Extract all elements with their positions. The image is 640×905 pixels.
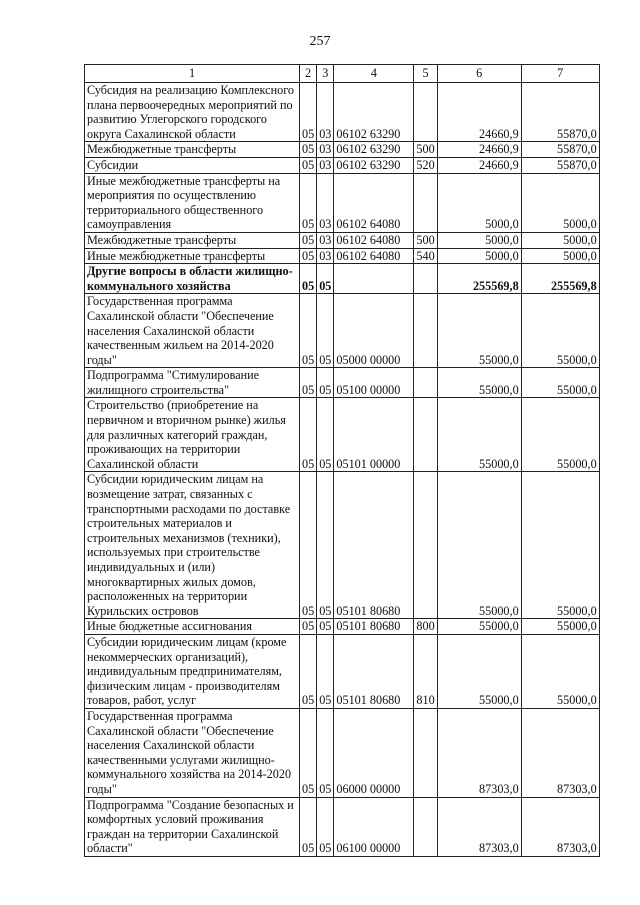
row-target-article: 05101 00000 [334,398,414,472]
table-row [85,472,600,619]
row-subsection: 03 [317,248,334,264]
table-row [85,797,600,856]
row-name: Государственная программа Сахалинской области "Обеспечение населения Сахалинской области качественными услугами жилищно-коммунального хозяйства на 2014-2020 годы" [85,708,300,797]
row-target-article: 06100 00000 [334,797,414,856]
row-subsection: 05 [317,708,334,797]
row-section: 05 [300,173,317,232]
row-expense-type: 500 [414,232,437,248]
page-number: 257 [309,34,331,49]
row-expense-type [414,708,437,797]
row-section: 05 [300,472,317,619]
row-name: Иные бюджетные ассигнования [85,619,300,635]
row-expense-type [414,398,437,472]
row-expense-type [414,294,437,368]
row-amount-2: 5000,0 [521,248,599,264]
row-amount-1: 5000,0 [437,248,521,264]
row-name: Другие вопросы в области жилищно-коммунального хозяйства [85,264,300,294]
row-amount-1: 5000,0 [437,173,521,232]
row-expense-type [414,472,437,619]
row-target-article: 06102 64080 [334,248,414,264]
row-name: Подпрограмма "Создание безопасных и комфортных условий проживания граждан на территории Сахалинской области" [85,797,300,856]
row-expense-type [414,264,437,294]
row-amount-2: 255569,8 [521,264,599,294]
row-section: 05 [300,797,317,856]
row-section: 05 [300,248,317,264]
row-name: Иные межбюджетные трансферты [85,248,300,264]
row-subsection: 05 [317,634,334,708]
row-expense-type: 800 [414,619,437,635]
row-amount-1: 24660,9 [437,142,521,158]
header-col-1: 1 [85,65,300,83]
table-row [85,368,600,398]
row-target-article [334,264,414,294]
table-row [85,173,600,232]
row-target-article: 05100 00000 [334,368,414,398]
row-amount-2: 55000,0 [521,619,599,635]
table-row [85,157,600,173]
row-target-article: 05101 80680 [334,619,414,635]
row-amount-1: 55000,0 [437,398,521,472]
row-target-article: 06102 63290 [334,83,414,142]
row-section: 05 [300,619,317,635]
row-amount-1: 255569,8 [437,264,521,294]
row-amount-2: 55000,0 [521,294,599,368]
row-amount-2: 87303,0 [521,797,599,856]
row-name: Межбюджетные трансферты [85,142,300,158]
row-section: 05 [300,634,317,708]
row-target-article: 05101 80680 [334,472,414,619]
row-amount-2: 55000,0 [521,368,599,398]
table-row [85,264,600,294]
row-expense-type [414,83,437,142]
table-row [85,142,600,158]
row-expense-type: 540 [414,248,437,264]
row-section: 05 [300,142,317,158]
row-amount-2: 5000,0 [521,173,599,232]
row-amount-2: 55000,0 [521,472,599,619]
table-row [85,619,600,635]
header-col-6: 6 [437,65,521,83]
row-name: Иные межбюджетные трансферты на мероприятия по осуществлению территориального общественного самоуправления [85,173,300,232]
table-row [85,83,600,142]
row-subsection: 05 [317,368,334,398]
row-expense-type: 810 [414,634,437,708]
row-amount-1: 55000,0 [437,634,521,708]
header-col-5: 5 [414,65,437,83]
row-amount-1: 24660,9 [437,83,521,142]
row-subsection: 03 [317,83,334,142]
row-subsection: 05 [317,398,334,472]
row-target-article: 05000 00000 [334,294,414,368]
row-name: Субсидия на реализацию Комплексного плана первоочередных мероприятий по развитию Углегорского городского округа Сахалинской области [85,83,300,142]
row-expense-type: 520 [414,157,437,173]
row-section: 05 [300,368,317,398]
row-amount-1: 87303,0 [437,797,521,856]
row-section: 05 [300,398,317,472]
row-name: Подпрограмма "Стимулирование жилищного строительства" [85,368,300,398]
row-amount-1: 5000,0 [437,232,521,248]
row-expense-type [414,173,437,232]
row-amount-2: 87303,0 [521,708,599,797]
row-name: Субсидии юридическим лицам на возмещение затрат, связанных с транспортными расходами по доставке строительных материалов и строительных механизмов (техники), используемых при строительстве индивидуальных и (или) многоквартирных жилых домов, расположенных на территории Курильских островов [85,472,300,619]
row-amount-1: 55000,0 [437,472,521,619]
row-section: 05 [300,157,317,173]
row-amount-2: 5000,0 [521,232,599,248]
header-row [85,65,600,83]
row-subsection: 03 [317,142,334,158]
table-row [85,294,600,368]
row-subsection: 05 [317,797,334,856]
row-amount-1: 24660,9 [437,157,521,173]
row-name: Субсидии [85,157,300,173]
row-section: 05 [300,294,317,368]
row-name: Субсидии юридическим лицам (кроме некоммерческих организаций), индивидуальным предпринимателям, физическим лицам - производителям товаров, работ, услуг [85,634,300,708]
header-col-4: 4 [334,65,414,83]
table-row [85,398,600,472]
row-amount-2: 55870,0 [521,142,599,158]
row-section: 05 [300,83,317,142]
row-target-article: 06102 64080 [334,173,414,232]
row-amount-1: 55000,0 [437,368,521,398]
table-row [85,708,600,797]
row-subsection: 03 [317,173,334,232]
row-section: 05 [300,264,317,294]
row-amount-2: 55000,0 [521,634,599,708]
row-amount-2: 55870,0 [521,83,599,142]
header-col-2: 2 [300,65,317,83]
row-target-article: 05101 80680 [334,634,414,708]
header-col-7: 7 [521,65,599,83]
row-amount-2: 55000,0 [521,398,599,472]
table-row [85,232,600,248]
row-expense-type [414,368,437,398]
row-target-article: 06000 00000 [334,708,414,797]
row-section: 05 [300,708,317,797]
row-subsection: 05 [317,619,334,635]
budget-table [84,64,600,857]
row-subsection: 03 [317,157,334,173]
row-amount-1: 87303,0 [437,708,521,797]
row-section: 05 [300,232,317,248]
row-name: Государственная программа Сахалинской области "Обеспечение населения Сахалинской области качественным жильем на 2014-2020 годы" [85,294,300,368]
row-target-article: 06102 64080 [334,232,414,248]
row-expense-type: 500 [414,142,437,158]
header-col-3: 3 [317,65,334,83]
table-row [85,634,600,708]
row-subsection: 05 [317,472,334,619]
row-target-article: 06102 63290 [334,157,414,173]
row-name: Строительство (приобретение на первичном и вторичном рынке) жилья для различных категорий граждан, проживающих на территории Сахалинской области [85,398,300,472]
row-subsection: 05 [317,264,334,294]
row-subsection: 05 [317,294,334,368]
row-amount-1: 55000,0 [437,294,521,368]
row-amount-2: 55870,0 [521,157,599,173]
row-subsection: 03 [317,232,334,248]
row-expense-type [414,797,437,856]
row-target-article: 06102 63290 [334,142,414,158]
row-name: Межбюджетные трансферты [85,232,300,248]
table-row [85,248,600,264]
row-amount-1: 55000,0 [437,619,521,635]
